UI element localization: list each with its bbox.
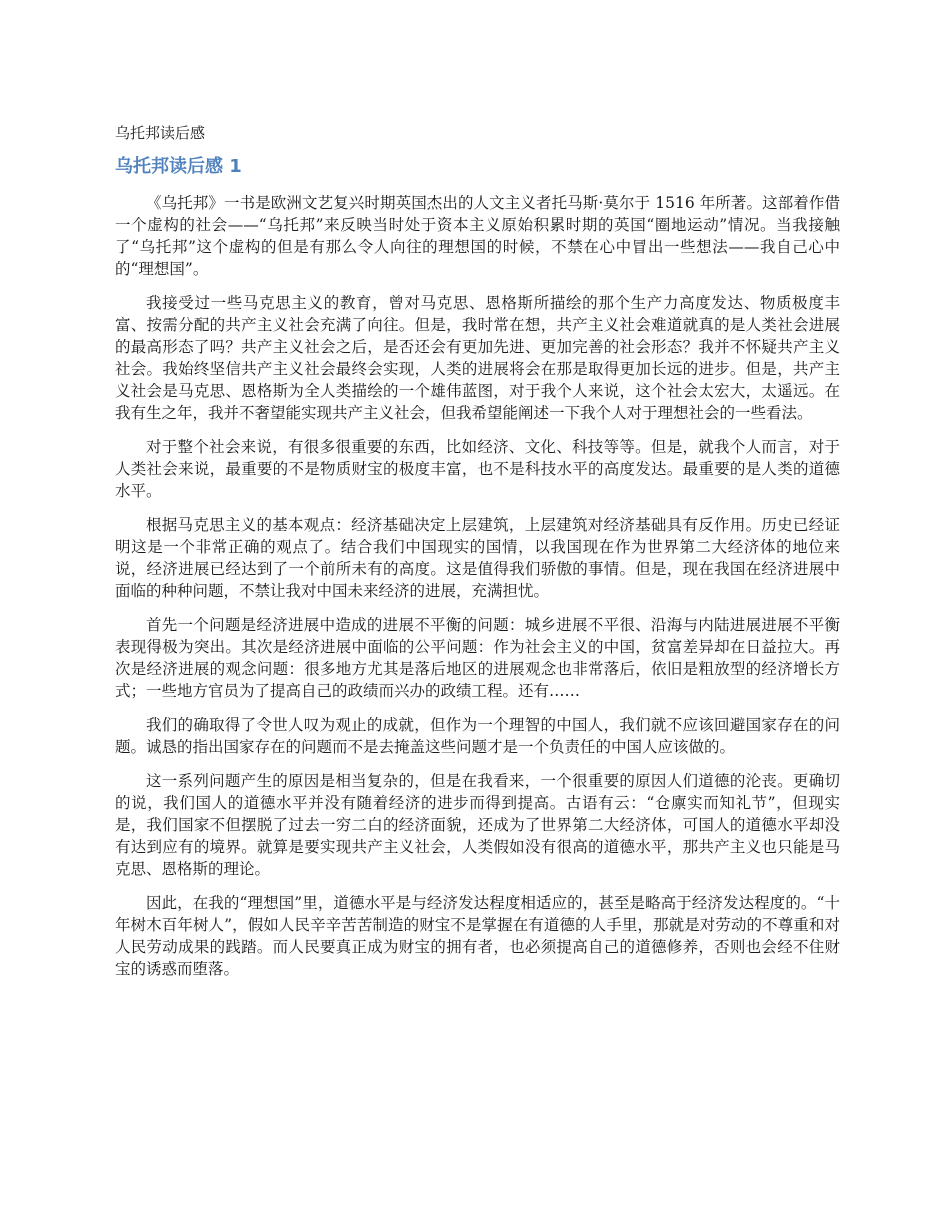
section-heading: 乌托邦读后感 1 <box>115 156 242 177</box>
paragraph-7: 这一系列问题产生的原因是相当复杂的，但是在我看来，一个很重要的原因人们道德的沦丧。更确切的说，我们国人的道德水平并没有随着经济的进步而得到提高。古语有云：“仓廪实而知礼节”，但现实是，我们国家不但摆脱了过去一穷二白的经济面貌，还成为了世界第二大经济体，可国人的道德水平却没有达到应有的境界。就算是要实现共产主义社会，人类假如没有很高的道德水平，那共产主义也只能是马克思、恩格斯的理论。 <box>115 772 840 878</box>
document-page <box>115 122 840 992</box>
paragraph-6: 我们的确取得了令世人叹为观止的成就，但作为一个理智的中国人，我们就不应该回避国家存在的问题。诚恳的指出国家存在的问题而不是去掩盖这些问题才是一个负责任的中国人应该做的。 <box>115 716 840 756</box>
paragraph-2: 我接受过一些马克思主义的教育，曾对马克思、恩格斯所描绘的那个生产力高度发达、物质极度丰富、按需分配的共产主义社会充满了向往。但是，我时常在想，共产主义社会难道就真的是人类社会进展的最高形态了吗？共产主义社会之后，是否还会有更加先进、更加完善的社会形态？我并不怀疑共产主义社会。我始终坚信共产主义社会最终会实现，人类的进展将会在那是取得更加长远的进步。但是，共产主义社会是马克思、恩格斯为全人类描绘的一个雄伟蓝图，对于我个人来说，这个社会太宏大，太遥远。在我有生之年，我并不奢望能实现共产主义社会，但我希望能阐述一下我个人对于理想社会的一些看法。 <box>115 294 840 422</box>
paragraph-5: 首先一个问题是经济进展中造成的进展不平衡的问题：城乡进展不平很、沿海与内陆进展进展不平衡表现得极为突出。其次是经济进展中面临的公平问题：作为社会主义的中国，贫富差异却在日益拉大。再次是经济进展的观念问题：很多地方尤其是落后地区的进展观念也非常落后，依旧是粗放型的经济增长方式；一些地方官员为了提高自己的政绩而兴办的政绩工程。还有…… <box>115 616 840 700</box>
paragraph-4: 根据马克思主义的基本观点：经济基础决定上层建筑，上层建筑对经济基础具有反作用。历史已经证明这是一个非常正确的观点了。结合我们中国现实的国情，以我国现在作为世界第二大经济体的地位来说，经济进展已经达到了一个前所未有的高度。这是值得我们骄傲的事情。但是，现在我国在经济进展中面临的种种问题，不禁让我对中国未来经济的进展，充满担忧。 <box>115 516 840 600</box>
paragraph-1: 《乌托邦》一书是欧洲文艺复兴时期英国杰出的人文主义者托马斯·莫尔于 1516 年所著。这部着作借一个虚构的社会——“乌托邦”来反映当时处于资本主义原始积累时期的英国“圈地运动”情况。当我接触了“乌托邦”这个虚构的但是有那么令人向往的理想国的时候，不禁在心中冒出一些想法——我自己心中的“理想国”。 <box>115 194 840 278</box>
paragraph-8: 因此，在我的“理想国”里，道德水平是与经济发达程度相适应的，甚至是略高于经济发达程度的。“十年树木百年树人”，假如人民辛辛苦苦制造的财宝不是掌握在有道德的人手里，那就是对劳动的不尊重和对人民劳动成果的践踏。而人民要真正成为财宝的拥有者，也必须提高自己的道德修养，否则也会经不住财宝的诱惑而堕落。 <box>115 894 840 978</box>
paragraph-3: 对于整个社会来说，有很多很重要的东西，比如经济、文化、科技等等。但是，就我个人而言，对于人类社会来说，最重要的不是物质财宝的极度丰富，也不是科技水平的高度发达。最重要的是人类的道德水平。 <box>115 438 840 500</box>
document-title: 乌托邦读后感 <box>115 124 206 142</box>
